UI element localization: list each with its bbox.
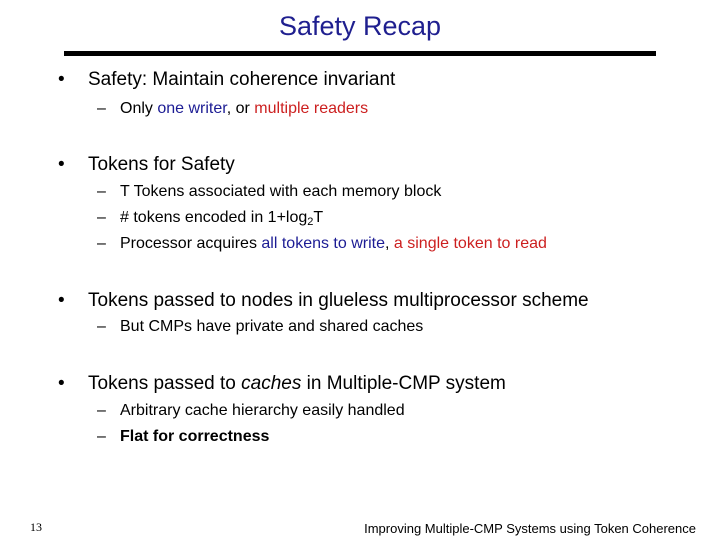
dash-marker: – [97,209,106,226]
sub-bullet-flat-correctness [97,427,269,447]
bullet-text: Safety: Maintain coherence invariant [88,69,396,90]
sub-text-pre: Only [120,100,158,117]
bullet-tokens-for-safety [58,153,235,177]
slide-title: Safety Recap [278,11,442,41]
dash-marker: – [97,402,106,419]
sub-text-mid: , [385,235,394,252]
bullet-tokens-caches [58,372,506,396]
bullet-safety [58,68,395,92]
sub-text-post: T [313,209,324,226]
log-subscript: 2 [307,216,314,228]
bullet-text-pre: Tokens passed to [88,373,242,394]
slide-footer: Improving Multiple-CMP Systems using Token Coherence [364,521,696,536]
sub-bullet-writers-readers [97,99,368,119]
highlight-all-tokens-write: all tokens to write [261,235,385,252]
title-divider [64,51,656,56]
bullet-marker: • [58,69,65,90]
bullet-marker: • [58,373,65,394]
bullet-marker: • [58,154,65,175]
sub-text: Flat for correctness [120,428,270,445]
dash-marker: – [97,183,106,200]
dash-marker: – [97,235,106,252]
highlight-single-token-read: a single token to read [393,235,547,252]
page-number: 13 [30,520,42,534]
sub-bullet-t-tokens [97,182,441,202]
sub-bullet-arbitrary-hierarchy [97,401,405,421]
bullet-text-italic: caches [241,373,302,394]
sub-text: Arbitrary cache hierarchy easily handled [120,402,405,419]
sub-text-pre: Processor acquires [120,235,262,252]
bullet-text: Tokens for Safety [88,154,235,175]
sub-bullet-cmp-caches [97,317,423,337]
sub-text-pre: # tokens encoded in 1+log [120,209,308,226]
sub-bullet-token-encoding [97,208,323,228]
dash-marker: – [97,318,106,335]
dash-marker: – [97,428,106,445]
bullet-text: Tokens passed to nodes in glueless multiprocessor scheme [88,290,589,311]
sub-text: T Tokens associated with each memory block [120,183,442,200]
sub-text-mid: , or [226,100,255,117]
sub-text: But CMPs have private and shared caches [120,318,424,335]
bullet-text-post: in Multiple-CMP system [301,373,506,394]
highlight-multiple-readers: multiple readers [254,100,369,117]
highlight-one-writer: one writer [157,100,227,117]
bullet-tokens-nodes [58,289,589,313]
dash-marker: – [97,100,106,117]
bullet-marker: • [58,290,65,311]
sub-bullet-processor-acquires [97,234,547,254]
